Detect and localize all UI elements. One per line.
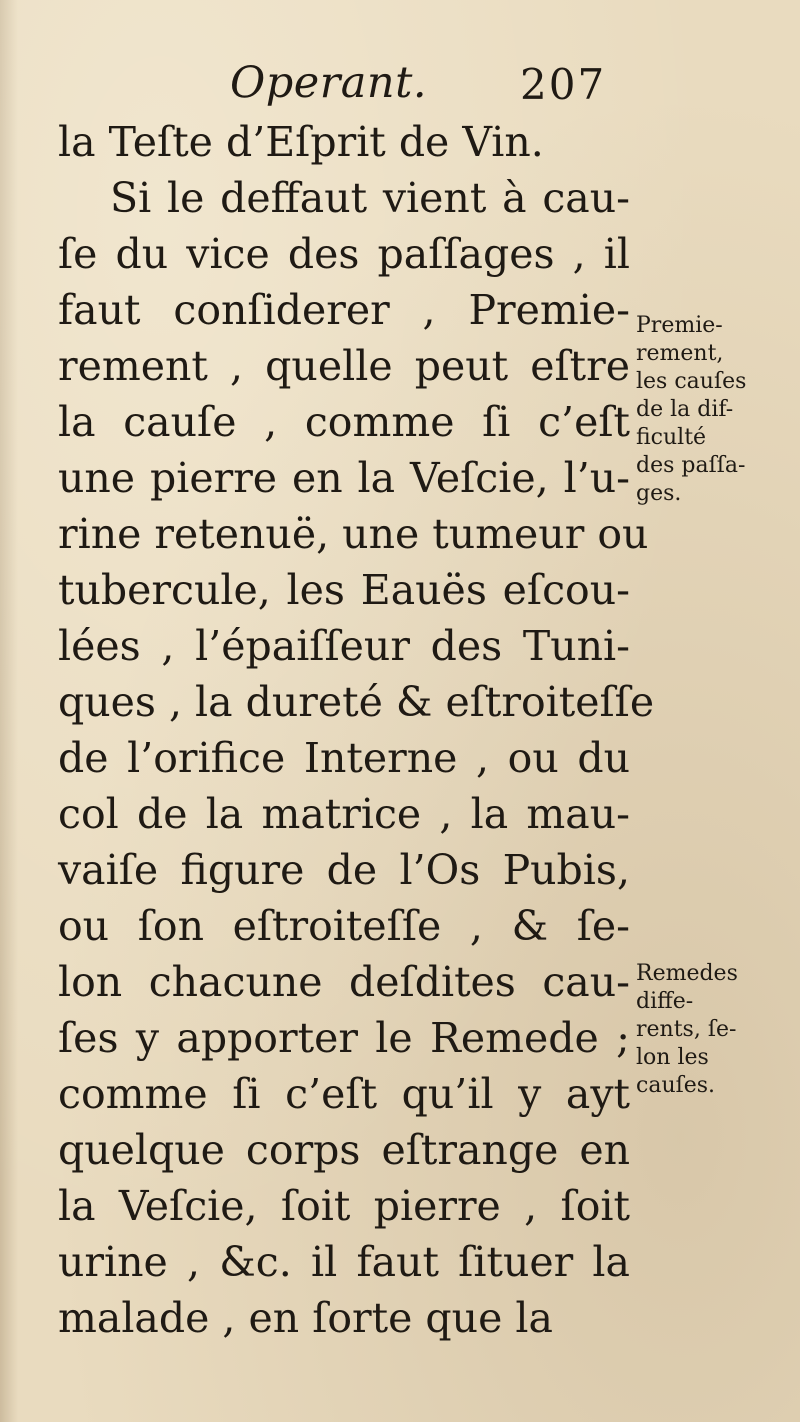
page-number: 207 — [520, 60, 607, 109]
text-line: ſe du vice des paſſages , il — [58, 230, 630, 278]
margin-note-line: lon les — [636, 1045, 709, 1070]
margin-note-line: de la dif- — [636, 397, 734, 422]
text-line: comme ſi c’eſt qu’il y ayt — [58, 1070, 630, 1118]
margin-note-line: Premie- — [636, 313, 723, 338]
text-line: rement , quelle peut eſtre — [58, 342, 630, 390]
margin-note — [636, 312, 746, 508]
margin-note-line: ficulté — [636, 425, 707, 450]
margin-note-line: ges. — [636, 481, 682, 506]
text-line: ſes y apporter le Remede ; — [58, 1014, 630, 1062]
text-line: lées , l’épaiſſeur des Tuni- — [58, 622, 630, 670]
text-line: rine retenuë, une tumeur ou — [58, 510, 649, 558]
margin-note — [636, 960, 738, 1100]
margin-note-line: rement, — [636, 341, 724, 366]
margin-note-line: des paſſa- — [636, 453, 746, 478]
margin-note-line: Remedes — [636, 961, 738, 986]
margin-note-line: cauſes. — [636, 1073, 716, 1098]
running-title: Operant. — [230, 58, 428, 108]
text-line: de l’orifice Interne , ou du — [58, 734, 630, 782]
text-line: la Veſcie, ſoit pierre , ſoit — [58, 1182, 630, 1230]
text-line: Si le deffaut vient à cau- — [110, 174, 630, 222]
text-line: la cauſe , comme ſi c’eſt — [58, 398, 630, 446]
text-line: quelque corps eſtrange en — [58, 1126, 630, 1174]
text-line: la Teſte d’Eſprit de Vin. — [58, 118, 544, 166]
text-line: faut conſiderer , Premie- — [58, 286, 630, 334]
text-line: ou ſon eſtroiteſſe , & ſe- — [58, 902, 630, 950]
text-line: ques , la dureté & eſtroiteſſe — [58, 678, 655, 726]
body-text — [58, 114, 655, 1346]
text-line: tubercule, les Eauës eſcou- — [58, 566, 630, 614]
text-line: lon chacune deſdites cau- — [58, 958, 630, 1006]
text-line: urine , &c. il faut ſituer la — [58, 1238, 630, 1286]
margin-note-line: diffe- — [636, 989, 694, 1014]
margin-note-line: rents, ſe- — [636, 1017, 737, 1042]
text-line: vaiſe figure de l’Os Pubis, — [58, 846, 630, 894]
text-line: malade , en ſorte que la — [58, 1294, 553, 1342]
margin-note-line: les cauſes — [636, 369, 747, 394]
text-line: une pierre en la Veſcie, l’u- — [58, 454, 630, 502]
text-line: col de la matrice , la mau- — [58, 790, 630, 838]
page-header — [230, 58, 630, 118]
